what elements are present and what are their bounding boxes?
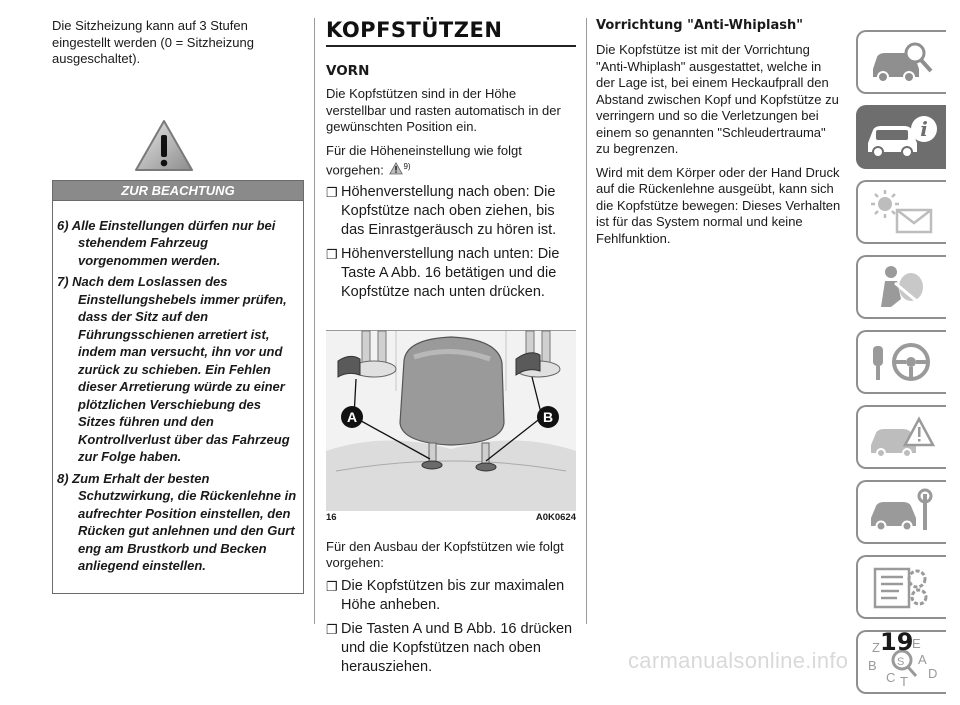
warning-header: ZUR BEACHTUNG	[52, 180, 304, 201]
label-a: A	[346, 408, 358, 425]
anti-whiplash-title: Vorrichtung "Anti-Whiplash"	[596, 18, 803, 33]
subsection-title: VORN	[326, 63, 370, 79]
anti-whiplash-para-1: Die Kopfstütze ist mit der Vorrichtung "Anti-Whiplash" ausgestattet, welche in der Lage ist, bei einem Heckaufprall den Abstand zwischen Kopf und Kopfstütze zu verringern und so die Verletzungen bei einem so genannten "Schleudertrauma" zu begrenzen.	[596, 42, 839, 156]
column-divider-2	[586, 18, 587, 624]
removal-intro: Für den Ausbau der Kopfstützen wie folgt vorgehen:	[326, 538, 564, 571]
index-letter: B	[868, 658, 877, 673]
sidebar-tab-safety[interactable]	[856, 255, 946, 319]
warning-triangle-icon	[133, 118, 195, 174]
index-letter: C	[886, 670, 896, 685]
index-letter: Z	[872, 640, 880, 655]
chapter-sidebar	[856, 30, 946, 705]
sidebar-tab-emergency[interactable]	[856, 405, 946, 469]
warning-item-7: 7) Nach dem Loslassen des Einstellungshebels immer prüfen, dass der Sitz auf den Führungsschienen arretiert ist, indem man versucht, ihn vor und zurück zu schieben. Ein Fehlen dieser Arretierung würde zu einer plötzlichen Verschiebung des Sitzes führen und den Kontrollverlust über das Fahrzeug zur Folge haben.	[57, 274, 290, 464]
section-title: KOPFSTÜTZEN	[326, 18, 576, 47]
technical-data-icon	[867, 563, 937, 611]
footnote-ref: 9)	[403, 162, 411, 171]
label-b: B	[542, 408, 554, 425]
bullet-icon: ❐	[326, 184, 338, 200]
middle-column	[326, 18, 576, 682]
warning-item-6: 6) Alle Einstellungen dürfen nur bei stehendem Fahrzeug vorgenommen werden.	[57, 217, 276, 268]
bullet-icon: ❐	[326, 246, 338, 262]
sidebar-tab-knowing-car[interactable]	[856, 30, 946, 94]
list-item	[326, 183, 576, 240]
list-item	[326, 620, 576, 677]
bullet-icon: ❐	[326, 621, 338, 637]
headrest-figure	[326, 330, 576, 510]
figure-caption	[326, 512, 576, 523]
warning-lights-message-icon	[867, 188, 937, 236]
bullet-text: Höhenverstellung nach unten: Die Taste A Abb. 16 betätigen und die Kopfstütze nach unten drücken.	[341, 245, 560, 300]
svg-text:i: i	[920, 117, 928, 141]
figure-number: 16	[326, 511, 337, 523]
sidebar-tab-starting-driving[interactable]	[856, 330, 946, 394]
car-info-icon	[864, 113, 940, 161]
index-letter: A	[918, 652, 927, 667]
list-item	[326, 577, 576, 615]
warning-item-8: 8) Zum Erhalt der besten Schutzwirkung, die Rückenlehne in aufrechter Position einstellen, den Rücken gut anlehnen und den Gurt eng am Brustkorb und Becken anliegend einstellen.	[57, 470, 297, 573]
sidebar-tab-car-info[interactable]	[856, 105, 946, 169]
list-item	[326, 245, 576, 302]
car-search-icon	[867, 39, 937, 85]
bullet-text: Höhenverstellung nach oben: Die Kopfstütze nach oben ziehen, bis das Einrastgeräusch zu hören ist.	[341, 183, 557, 238]
headrest-illustration	[326, 331, 576, 511]
warning-icon-container	[52, 118, 304, 174]
index-letter: T	[900, 674, 908, 689]
small-warning-icon	[389, 162, 403, 175]
height-adjust-intro: Für die Höheneinstellung wie folgt vorgehen: $^{9)}$	[326, 142, 522, 178]
anti-whiplash-para-2: Wird mit dem Körper oder der Hand Druck auf die Rückenlehne ausgeübt, kann sich die Kopfstütze bewegen: Dieses Verhalten ist für das System normal und keine Fehlfunktion.	[596, 164, 841, 246]
column-divider-1	[314, 18, 315, 624]
sidebar-tab-maintenance[interactable]	[856, 480, 946, 544]
watermark-text: carmanualsonline.info	[628, 648, 849, 673]
airbag-seat-icon	[867, 263, 937, 311]
right-column	[596, 18, 842, 254]
sidebar-tab-warning-lights[interactable]	[856, 180, 946, 244]
index-letter: D	[928, 666, 938, 681]
seat-heating-intro: Die Sitzheizung kann auf 3 Stufen eingestellt werden (0 = Sitzheizung ausgeschaltet).	[52, 18, 254, 66]
left-column	[52, 18, 304, 594]
page-number: 19	[880, 628, 914, 656]
bullet-text: Die Kopfstützen bis zur maximalen Höhe anheben.	[341, 577, 565, 613]
sidebar-tab-technical-data[interactable]	[856, 555, 946, 619]
bullet-text: Die Tasten A und B Abb. 16 drücken und die Kopfstützen nach oben herausziehen.	[341, 620, 573, 675]
key-steering-wheel-icon	[867, 338, 937, 386]
index-letter: E	[912, 636, 921, 651]
height-adjust-para: Die Kopfstützen sind in der Höhe verstellbar und rasten automatisch in der gewünschten Position ein.	[326, 86, 561, 134]
index-letter: S	[897, 656, 905, 668]
car-maintenance-icon	[867, 488, 937, 536]
figure-code: A0K0624	[535, 511, 576, 523]
warning-box	[52, 201, 304, 594]
bullet-icon: ❐	[326, 578, 338, 594]
car-emergency-icon	[867, 413, 937, 461]
